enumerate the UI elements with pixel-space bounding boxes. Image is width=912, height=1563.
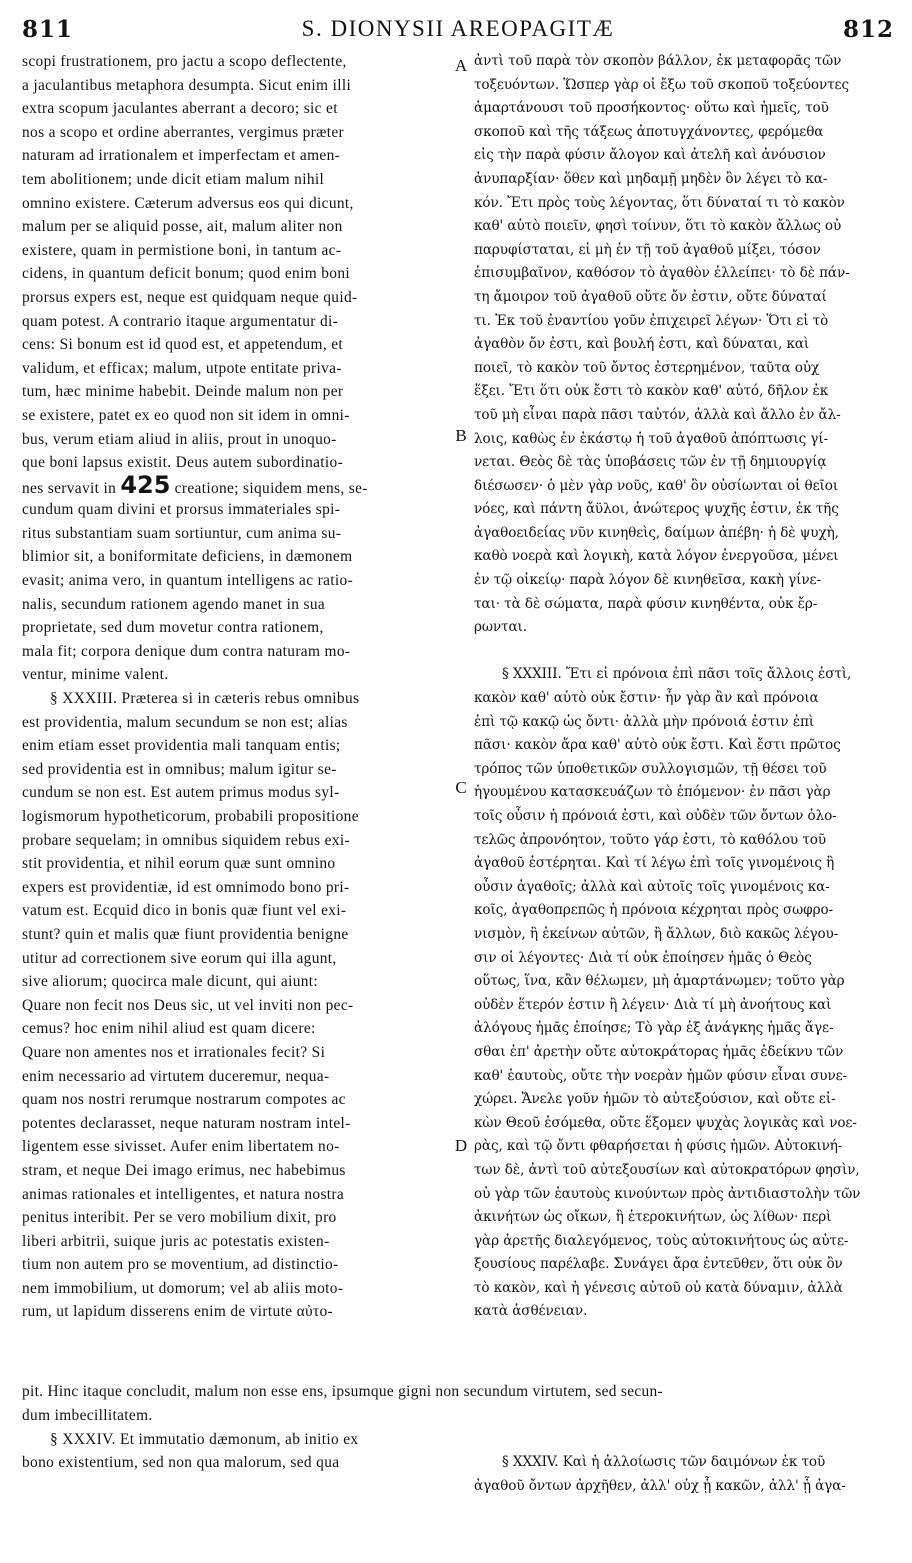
greek-line: κὼν Θεοῦ ἐσόμεθα, οὔτε ἕξομεν ψυχὰς λογικὰς καὶ νοε- — [474, 1114, 857, 1131]
greek-line: των δὲ, ἀντὶ τοῦ αὐτεξουσίων καὶ αὐτοκρατόρων φησὶν, — [474, 1161, 860, 1178]
latin-line: a jaculantibus metaphora desumpta. Sicut enim illi — [22, 76, 352, 94]
greek-line: ποιεῖ, τὸ κακὸν τοῦ ὄντος ἐστερημένον, ταῦτα οὐχ — [474, 359, 820, 376]
greek-line: κοῖς, ἀγαθοπρεπῶς ἡ πρόνοια κέχρηται πρὸς σωφρο- — [474, 902, 834, 919]
latin-line: cens: Si bonum est id quod est, et appetendum, et — [22, 336, 344, 354]
latin-line: cemus? hoc enim nihil aliud est quam dicere: — [22, 1020, 316, 1038]
latin-line: rum, ut lapidum disserens enim de virtute αὐτο- — [22, 1303, 334, 1321]
latin-line: expers est providentiæ, id est omnimodo bono pri- — [22, 878, 350, 896]
greek-line: ἀγαθοειδείας νῦν κινηθεὶς, δαίμων ἀπέβη· ἡ δὲ ψυχὴ, — [474, 524, 839, 541]
right-page-number: 812 — [842, 16, 894, 43]
left-page-number: 811 — [22, 16, 74, 43]
latin-line: bono existentium, sed non qua malorum, sed qua — [22, 1454, 340, 1472]
greek-section-start: § XXXIV. Καὶ ἡ ἀλλοίωσις τῶν δαιμόνων ἐκ τοῦ — [502, 1454, 826, 1470]
greek-column-tail — [474, 1451, 894, 1498]
latin-line: stram, et neque Dei imago erimus, nec habebimus — [22, 1161, 346, 1179]
latin-line: tum, hæc minime habebit. Deinde malum non per — [22, 383, 344, 401]
greek-line: ἀγαθὸν ὄν ἐστι, καὶ βουλή ἐστι, καὶ δύναται, καὶ — [474, 336, 810, 353]
greek-line: κόν. Ἔτι πρὸς τοὺς λέγοντας, ὅτι δύναταί τι τὸ κακὸν — [474, 194, 845, 211]
latin-line: extra scopum jaculantes aberrant a decoro; sic et — [22, 100, 338, 118]
latin-line: stit providentia, et nihil eorum quæ sunt omnino — [22, 855, 336, 873]
greek-line: ρὰς, καὶ τῷ ὄντι φθαρήσεται ἡ φύσις ἡμῶν. Αὐτοκινή- — [474, 1138, 843, 1155]
latin-line: quam potest. A contrario itaque argumentatur di- — [22, 312, 339, 330]
latin-line: logismorum hypotheticorum, probabili propositione — [22, 808, 359, 825]
greek-line: τοῖς οὖσιν ἡ πρόνοιά ἐστι, καὶ οὐδὲν τῶν ὄντων ὁλο- — [474, 808, 837, 824]
latin-line: tium non autem pro se moventium, ad distinctio- — [22, 1256, 339, 1274]
latin-line-part: nes servavit in — [22, 479, 117, 497]
greek-line: τοξευόντων. Ὥσπερ γὰρ οἱ ἔξω τοῦ σκοποῦ τοξεύοντες — [474, 76, 850, 93]
paragraph-gap — [474, 640, 894, 664]
latin-line: cidens, in quantum deficit bonum; quod enim boni — [22, 265, 350, 283]
greek-line: τὸ κακὸν, καὶ ἡ γένεσις αὐτοῦ οὐ κατὰ δύναμιν, ἀλλὰ — [474, 1279, 843, 1296]
latin-line: potentes declarasset, neque naturam nostram intel- — [22, 1114, 351, 1132]
greek-line: καθὸ νοερὰ καὶ λογικὴ, κατὰ λόγον ἐνεργοῦσα, μένει — [474, 548, 839, 565]
greek-line: οὕτως, ἵνα, κἂν θέλωμεν, μὴ ἁμαρτάνωμεν; τοῦτο γὰρ — [474, 973, 845, 990]
greek-line: παρυφίσταται, εἰ μὴ ἐν τῇ τοῦ ἀγαθοῦ μίξει, τόσον — [474, 241, 821, 258]
latin-line: ritus substantiam suam sortiuntur, cum anima su- — [22, 524, 342, 542]
greek-line: ἀγαθοῦ ἐστέρηται. Καὶ τί λέγω ἐπὶ τοῖς γινομένοις ἢ — [474, 855, 835, 872]
latin-line: tem abolitionem; unde dicit etiam malum nihil — [22, 170, 325, 188]
greek-line: ἀντὶ τοῦ παρὰ τὸν σκοπὸν βάλλον, ἐκ μεταφορᾶς τῶν — [474, 53, 842, 69]
greek-line: σιν οἱ λέγοντες· Διὰ τί οὐκ ἐποίησεν ἡμᾶς ὁ Θεὸς — [474, 949, 812, 966]
latin-line: naturam ad irrationalem et imperfectam et amen- — [22, 147, 341, 165]
latin-line: mala fit; corpora denique dum contra naturam mo- — [22, 642, 351, 660]
latin-line: cundum se non est. Est autem primus modus syl- — [22, 784, 340, 802]
sigla-b: B — [455, 426, 467, 445]
greek-line: καθ' ἑαυτοὺς, οὔτε τὴν νοερὰν ἡμῶν φύσιν εἶναι συνε- — [474, 1067, 848, 1084]
greek-column — [474, 50, 894, 1324]
latin-line-part: creatione; siquidem mens, se- — [174, 479, 368, 497]
greek-line: ἀνυπαρξίαν· ὅθεν καὶ μηδαμῇ μηδὲν ὂν λέγει τὸ κα- — [474, 170, 828, 187]
greek-line: τελῶς ἀπρονόητον, τοῦτο γάρ ἐστι, τὸ καθόλου τοῦ — [474, 831, 826, 848]
greek-line: ἀλόγους ἡμᾶς ἐποίησε; Τὸ γὰρ ἐξ ἀνάγκης ἡμᾶς ἄγε- — [474, 1020, 834, 1037]
greek-line: ξουσίους παρέλαβε. Συνάγει ἄρα ἐντεῦθεν, ὅτι οὐκ ὂν — [474, 1256, 843, 1273]
greek-line: τη ἄμοιρον τοῦ ἀγαθοῦ οὔτε ὄν ἐστιν, οὔτε δύναταί — [474, 288, 827, 305]
latin-line: validum, et efficax; malum, utpote entitate priva- — [22, 359, 342, 377]
greek-line: κατὰ ἀσθένειαν. — [474, 1303, 588, 1320]
latin-line: nos a scopo et ordine aberrantes, vergimus præter — [22, 123, 345, 141]
greek-line: νόες, καὶ πάντη ἄϋλοι, ἀνώτερος ψυχῆς ἐστιν, ἐκ τῆς — [474, 501, 839, 518]
greek-line: σθαι ἐπ' ἀρετὴν οὔτε αὐτοκράτορας ἡμᾶς ἐδείκνυ τῶν — [474, 1043, 844, 1060]
greek-line: οὖσιν ἀγαθοῖς; ἀλλὰ καὶ αὐτοῖς τοῖς γινομένοις κα- — [474, 878, 830, 895]
latin-section-start: § XXXIII. Præterea si in cæteris rebus omnibus — [50, 690, 360, 708]
latin-line: penitus interibit. Per se vero mobilium dixit, pro — [22, 1209, 337, 1227]
greek-line: πᾶσι· κακὸν ἄρα καθ' αὑτὸ οὐκ ἔστι. Καὶ ἔστι πρῶτος — [474, 737, 841, 754]
latin-line: evasit; anima vero, in quantum intelligens ac ratio- — [22, 572, 354, 590]
sigla-a: A — [454, 56, 468, 75]
greek-line: ἁμαρτάνουσι τοῦ προσήκοντος· οὕτω καὶ ἡμεῖς, τοῦ — [474, 100, 829, 117]
latin-line: Quare non fecit nos Deus sic, ut vel inviti non pec- — [22, 996, 354, 1014]
greek-line: τι. Ἐκ τοῦ ἐναντίου γοῦν ἐπιχειρεῖ λέγων· Ὅτι εἰ τὸ — [474, 312, 829, 329]
greek-line: ἡγουμένου κατασκευάζων τὸ ἑπόμενον· ἐν πᾶσι γὰρ — [474, 784, 831, 801]
latin-line: animas rationales et intelligentes, et natura nostra — [22, 1185, 345, 1203]
latin-line: prorsus expers est, neque est quidquam neque quid- — [22, 288, 358, 306]
latin-line: stunt? quin et malis quæ fiunt providentia benigne — [22, 925, 349, 943]
latin-line: existere, quam in permistione boni, in tantum ac- — [22, 241, 342, 259]
latin-line: nalis, secundum rationem agendo manet in sua — [22, 595, 326, 613]
latin-line: vatum est. Ecquid dico in bonis quæ fiunt vel exi- — [22, 902, 347, 920]
greek-line: εἰς τὴν παρὰ φύσιν ἄλογον καὶ ἀτελῆ καὶ ἀνόυσιον — [474, 147, 826, 164]
running-title: S. DIONYSII AREOPAGITÆ — [301, 16, 615, 41]
greek-line: σκοποῦ καὶ τῆς τάξεως ἀποτυγχάνοντες, φερόμεθα — [474, 123, 824, 140]
running-head — [22, 16, 894, 50]
greek-line: ἐπισυμβαῖνον, καθόσον τὸ ἀγαθὸν ἐλλείπει· τὸ δὲ πάν- — [474, 265, 850, 282]
latin-line: que boni lapsus existit. Deus autem subordinatio- — [22, 454, 344, 472]
greek-line: νεται. Θεὸς δὲ τὰς ὑποβάσεις τῶν ἐν τῇ δημιουργίᾳ — [474, 454, 827, 471]
latin-column — [22, 50, 448, 1324]
greek-line: ται· τὰ δὲ σώματα, παρὰ φύσιν κινηθέντα, οὐκ ἔρ- — [474, 595, 818, 612]
latin-line: enim necessario ad virtutem duceremur, nequa- — [22, 1067, 330, 1085]
greek-line: κακὸν καθ' αὑτὸ οὐκ ἔστιν· ἦν γὰρ ἂν καὶ πρόνοια — [474, 690, 819, 707]
latin-line: utitur ad correctionem sive eorum qui illa agunt, — [22, 949, 337, 967]
latin-line: probare sequelam; in omnibus siquidem rebus exi- — [22, 831, 350, 849]
greek-line: ἀκινήτων ὡς οἴκων, ἢ ἑτεροκινήτων, ὡς λίθων· περὶ — [474, 1209, 832, 1226]
greek-line: οὐδὲν ἕτερόν ἐστιν ἢ λέγειν· Διὰ τί μὴ ἀνοήτους καὶ — [474, 996, 832, 1013]
greek-section-start: § XXXIII. Ἔτι εἰ πρόνοια ἐπὶ πᾶσι τοῖς ἄλλοις ἐστὶ, — [502, 666, 852, 683]
latin-line: liberi arbitrii, suique juris ac potestatis existen- — [22, 1232, 330, 1250]
latin-line: proprietate, sed dum movetur contra rationem, — [22, 619, 324, 637]
latin-line: quam nos nostri rerumque nostrarum compotes ac — [22, 1091, 346, 1109]
latin-line: nem immobilium, ut domorum; vel ab aliis moto- — [22, 1279, 344, 1297]
greek-line: τοῦ μὴ εἶναι παρὰ πᾶσι ταὐτόν, ἀλλὰ καὶ ἄλλο ἐν ἄλ- — [474, 406, 841, 423]
greek-line: λοις, καθὼς ἐν ἑκάστῳ ἡ τοῦ ἀγαθοῦ ἀπόπτωσις γί- — [474, 430, 829, 447]
latin-line: est providentia, malum secundum se non est; alias — [22, 713, 348, 731]
latin-line: cundum quam divini et prorsus immateriales spi- — [22, 501, 341, 519]
latin-section-start: § XXXIV. Et immutatio dæmonum, ab initio ex — [50, 1430, 359, 1448]
latin-column-tail — [22, 1404, 448, 1475]
greek-line: ρωνται. — [474, 619, 527, 636]
latin-line: ligentem esse sivisset. Aufer enim libertatem no- — [22, 1138, 340, 1156]
latin-line: omnino existere. Cæterum adversus eos qui dicunt, — [22, 194, 354, 212]
greek-line: νισμὸν, ἢ ἐκείνων αὐτῶν, ἢ ἄλλων, διὸ κακῶς λέγου- — [474, 925, 839, 942]
latin-line: sed providentia est in omnibus; malum igitur se- — [22, 760, 337, 778]
latin-line: blimior sit, a boniformitate deficiens, in dæmonem — [22, 548, 353, 566]
greek-line: ἐν τῷ οἰκείῳ· παρὰ λόγον δὲ κινηθεῖσα, κακὴ γίνε- — [474, 572, 821, 589]
sigla-c: C — [455, 778, 467, 797]
latin-line: Quare non amentes nos et irrationales fecit? Si — [22, 1043, 326, 1061]
latin-line: sive aliorum; quocirca male dicunt, qui aiunt: — [22, 973, 319, 991]
greek-line: διέσωσεν· ὁ μὲν γὰρ νοῦς, καθ' ὃν οὐσίωνται οἱ θεῖοι — [474, 477, 839, 494]
greek-line: ἕξει. Ἔτι ὅτι οὐκ ἔστι τὸ κακὸν καθ' αὑτό, δῆλον ἐκ — [474, 383, 829, 400]
greek-line: οὐ γὰρ τῶν ἑαυτοὺς κινούντων πρὸς ἀντιδιαστολὴν τῶν — [474, 1185, 861, 1202]
full-width-line: pit. Hinc itaque concludit, malum non esse ens, ipsumque gigni non secundum virtutem, sed secun- — [22, 1383, 663, 1400]
greek-line: χώρει. Ἄνελε γοῦν ἡμῶν τὸ αὐτεξούσιον, καὶ οὔτε εἰ- — [474, 1091, 836, 1108]
greek-line: τρόπος τῶν ὑποθετικῶν συλλογισμῶν, τῇ θέσει τοῦ — [474, 760, 827, 777]
greek-line: ἀγαθοῦ ὄντων ἀρχῆθεν, ἀλλ' οὐχ ᾗ κακῶν, ἀλλ' ᾗ ἀγα- — [474, 1477, 846, 1494]
latin-line: se existere, patet ex eo quod non sit idem in omni- — [22, 406, 350, 424]
latin-line: dum imbecillitatem. — [22, 1407, 153, 1424]
greek-line: γὰρ ἀρετῆς διαλεγόμενος, τοὺς αὐτοκινήτους ὡς αὐτε- — [474, 1232, 849, 1249]
latin-line: enim etiam esset providentia mali tanquam entis; — [22, 737, 341, 755]
column-number: 425 — [120, 470, 171, 499]
latin-line: bus, verum etiam aliud in aliis, prout in unoquo- — [22, 430, 337, 448]
latin-line — [22, 470, 448, 499]
latin-line: ventur, minime valent. — [22, 666, 169, 684]
latin-line: scopi frustrationem, pro jactu a scopo deflectente, — [22, 53, 347, 70]
sigla-d: D — [454, 1136, 468, 1155]
greek-line: ἐπὶ τῷ κακῷ ὡς ὄντι· ἀλλὰ μὴν πρόνοιά ἐστιν ἐπὶ — [474, 713, 815, 730]
latin-line: malum per se aliquid posse, ait, malum aliter non — [22, 218, 343, 236]
greek-line: καθ' αὑτὸ ποιεῖν, φησὶ τοίνυν, ὅτι τὸ κακὸν ἄλλως οὐ — [474, 218, 842, 235]
